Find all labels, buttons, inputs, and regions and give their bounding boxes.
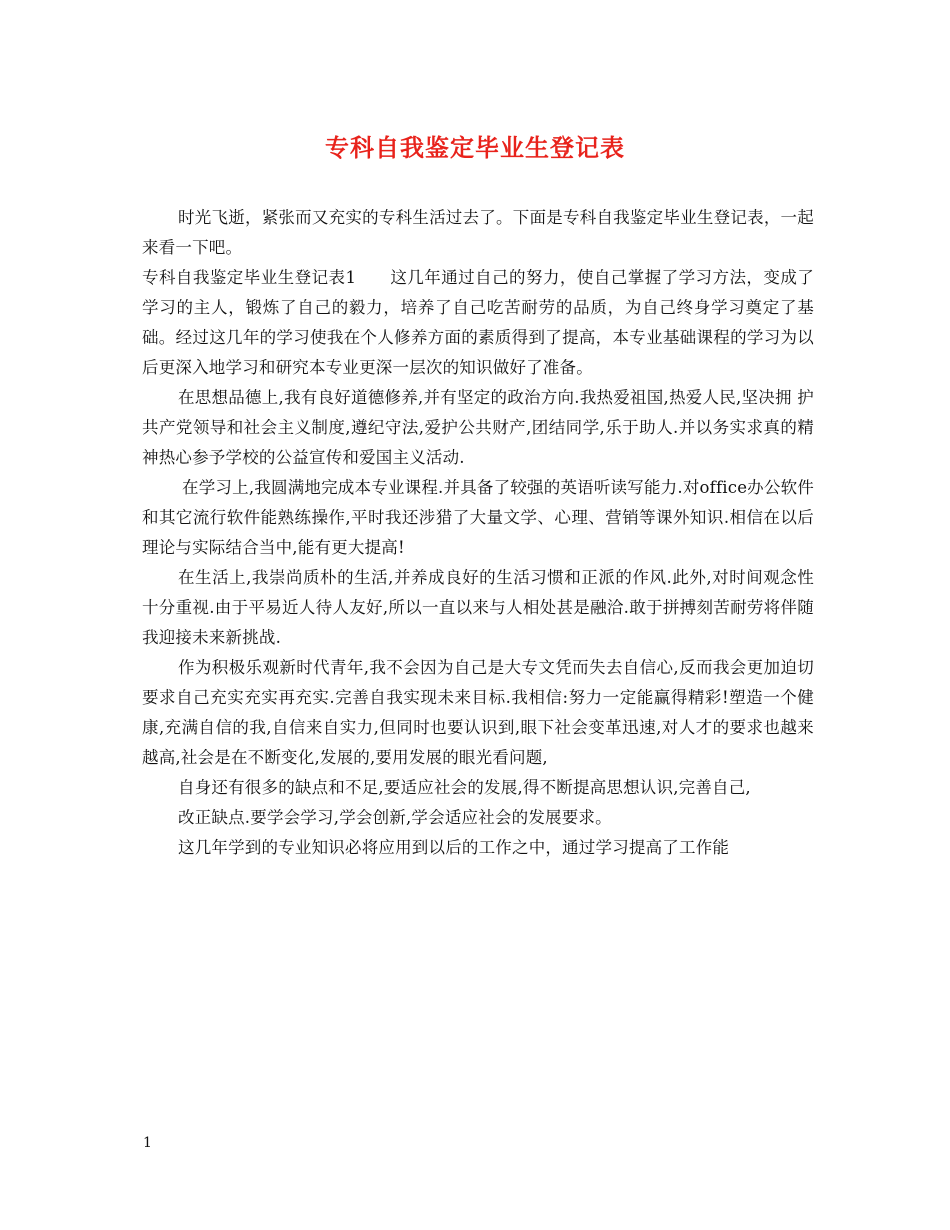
- morality-paragraph: 在思想品德上,我有良好道德修养,并有坚定的政治方向.我热爱祖国,热爱人民,坚决拥 护共产党领导和社会主义制度,遵纪守法,爱护公共财产,团结同学,乐于助人.并以务实求真的精神热心参予学校的公益宣传和爱国主义活动.: [142, 388, 814, 467]
- attitude-paragraph: 作为积极乐观新时代青年,我不会因为自己是大专文凭而失去自信心,反而我会更加迫切要求自己充实充实再充实.完善自我实现未来目标.我相信:努力一定能赢得精彩!塑造一个健康,充满自信的我,自信来自实力,但同时也要认识到,眼下社会变革迅速,对人才的要求也越来越高,社会是在不断变化,发展的,要用发展的眼光看问题,: [142, 658, 814, 767]
- section-1-paragraph: 专科自我鉴定毕业生登记表1 这几年通过自己的努力，使自己掌握了学习方法，变成了学习的主人，锻炼了自己的毅力，培养了自己吃苦耐劳的品质，为自己终身学习奠定了基础。经过这几年的学习使我在个人修养方面的素质得到了提高，本专业基础课程的学习为以后更深入地学习和研究本专业更深一层次的知识做好了准备。: [142, 268, 814, 377]
- document-title: 专科自我鉴定毕业生登记表: [325, 133, 625, 162]
- document-body: [142, 203, 814, 863]
- page-number: 1: [143, 1135, 152, 1151]
- intro-paragraph: 时光飞逝，紧张而又充实的专科生活过去了。下面是专科自我鉴定毕业生登记表，一起来看一下吧。: [142, 208, 814, 257]
- knowledge-paragraph: 这几年学到的专业知识必将应用到以后的工作之中，通过学习提高了工作能: [178, 838, 730, 857]
- shortcomings-paragraph: 自身还有很多的缺点和不足,要适应社会的发展,得不断提高思想认识,完善自己,: [178, 778, 751, 797]
- study-paragraph: 在学习上,我圆满地完成本专业课程.并具备了较强的英语听读写能力.对office办公软件和其它流行软件能熟练操作,平时我还涉猎了大量文学、心理、营销等课外知识.相信在以后理论与实际结合当中,能有更大提高!: [142, 478, 814, 557]
- life-paragraph: 在生活上,我崇尚质朴的生活,并养成良好的生活习惯和正派的作风.此外,对时间观念性十分重视.由于平易近人待人友好,所以一直以来与人相处甚是融洽.敢于拼搏刻苦耐劳将伴随我迎接未来新挑战.: [142, 568, 814, 647]
- improvement-paragraph: 改正缺点.要学会学习,学会创新,学会适应社会的发展要求。: [178, 808, 612, 827]
